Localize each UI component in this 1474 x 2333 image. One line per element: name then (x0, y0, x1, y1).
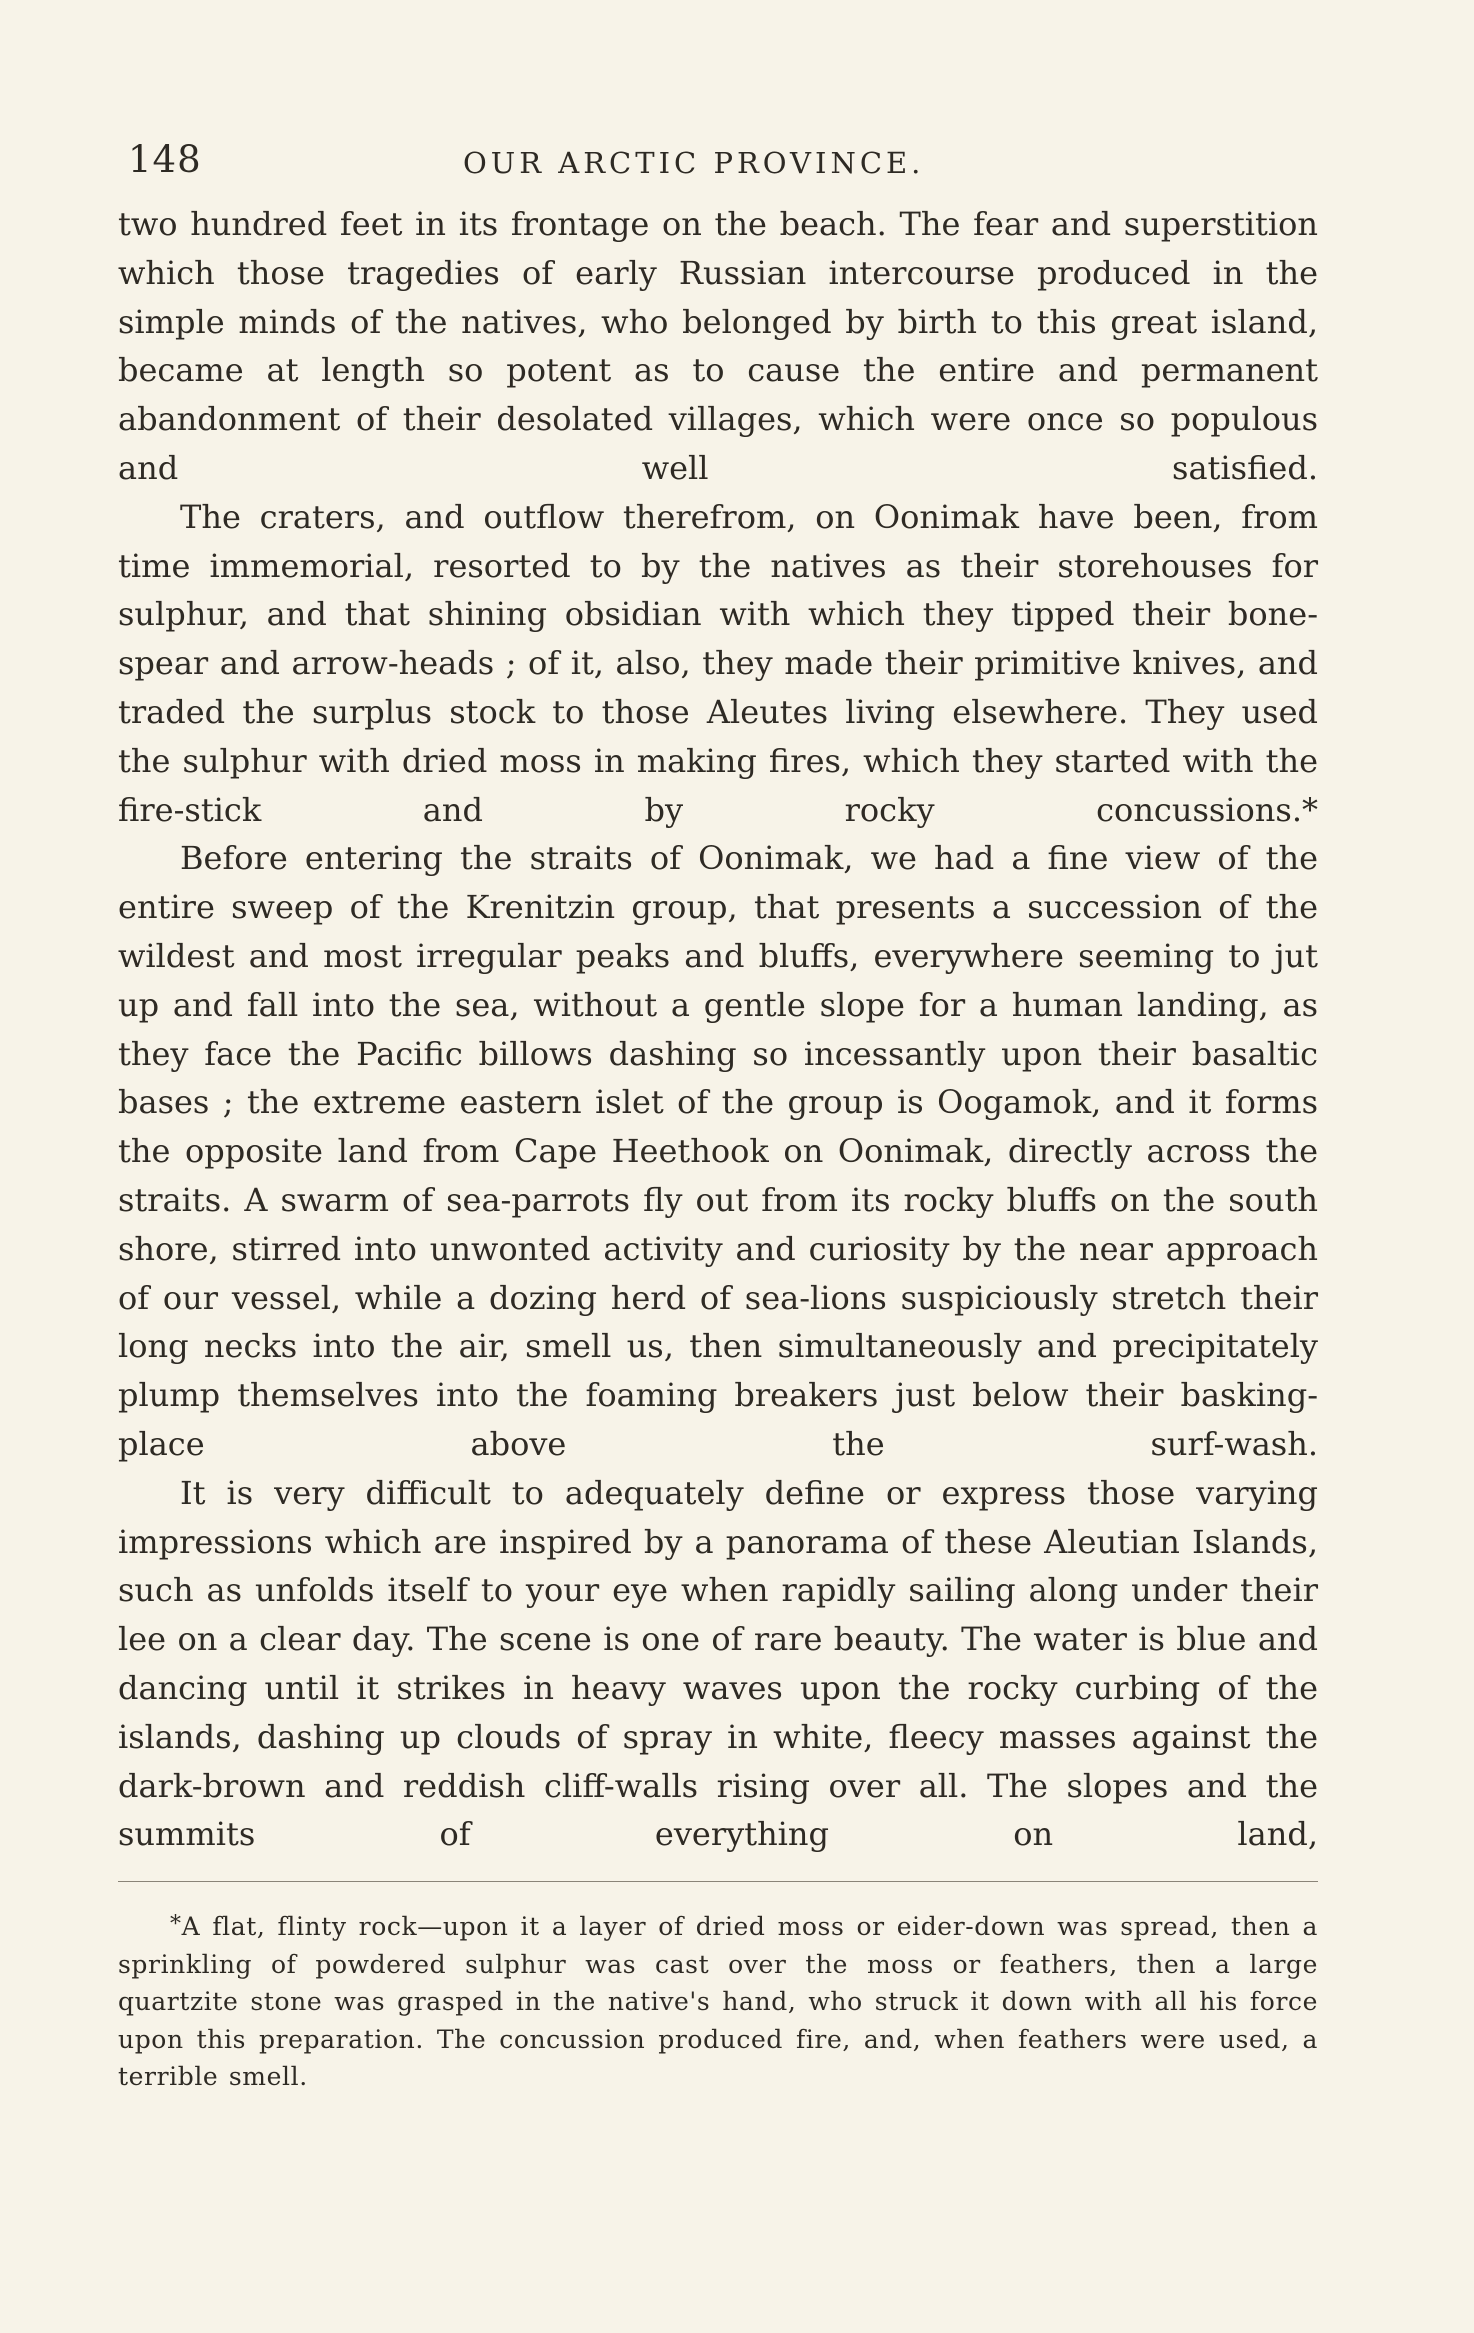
footnote (118, 1906, 1318, 2096)
footnote-paragraph (118, 1906, 1318, 2096)
body-text (118, 200, 1318, 1859)
footnote-marker: * (170, 1912, 182, 1938)
book-page (118, 118, 1318, 2096)
running-head (118, 118, 1318, 181)
footnote-text: A flat, flinty rock—upon it a layer of dried moss or eider-down was spread, then a sprinkling of powdered sulphur was cast over the moss or feathers, then a large quartzite stone was grasped in the native's hand, who struck it down with all his force upon this preparation. The concussion produced fire, and, when feathers were used, a terrible smell. (118, 1912, 1318, 2092)
paragraph-1: two hundred feet in its frontage on the beach. The fear and superstition which those tragedies of early Russian intercourse produced in the simple minds of the natives, who belonged by birth to this great island, became at length so potent as to cause the entire and permanent abandonment of their desolated villages, which were once so populous and well satisfied. (118, 205, 1318, 487)
paragraph-3: Before entering the straits of Oonimak, we had a fine view of the entire sweep of the Krenitzin group, that presents a succession of the wildest and most irregular peaks and bluffs, everywhere seeming to jut up and fall into the sea, without a gentle slope for a human landing, as they face the Pacific billows dashing so incessantly upon their basaltic bases ; the extreme eastern islet of the group is Oogamok, and it forms the opposite land from Cape Heethook on Oonimak, directly across the straits. A swarm of sea-parrots fly out from its rocky bluffs on the south shore, stirred into unwonted activity and curiosity by the near approach of our vessel, while a dozing herd of sea-lions suspiciously stretch their long necks into the air, smell us, then simultaneously and precipitately plump themselves into the foaming breakers just below their basking-place above the surf-wash. (118, 839, 1318, 1463)
paragraph-4: It is very difficult to adequately define or express those varying impressions which are inspired by a panorama of these Aleutian Islands, such as unfolds itself to your eye when rapidly sailing along under their lee on a clear day. The scene is one of rare beauty. The water is blue and dancing until it strikes in heavy waves upon the rocky curbing of the islands, dashing up clouds of spray in white, fleecy masses against the dark-brown and reddish cliff-walls rising over all. The slopes and the summits of everything on land, (118, 1473, 1318, 1854)
paragraph-2: The craters, and outflow therefrom, on Oonimak have been, from time immemorial, resorted to by the natives as their storehouses for sulphur, and that shining obsidian with which they tipped their bone-spear and arrow-heads ; of it, also, they made their primitive knives, and traded the surplus stock to those Aleutes living elsewhere. They used the sulphur with dried moss in making fires, which they started with the fire-stick and by rocky concussions.* (118, 497, 1318, 829)
page-number: 148 (128, 138, 202, 181)
footnote-divider (118, 1881, 1318, 1882)
running-title: OUR ARCTIC PROVINCE. (463, 146, 925, 180)
